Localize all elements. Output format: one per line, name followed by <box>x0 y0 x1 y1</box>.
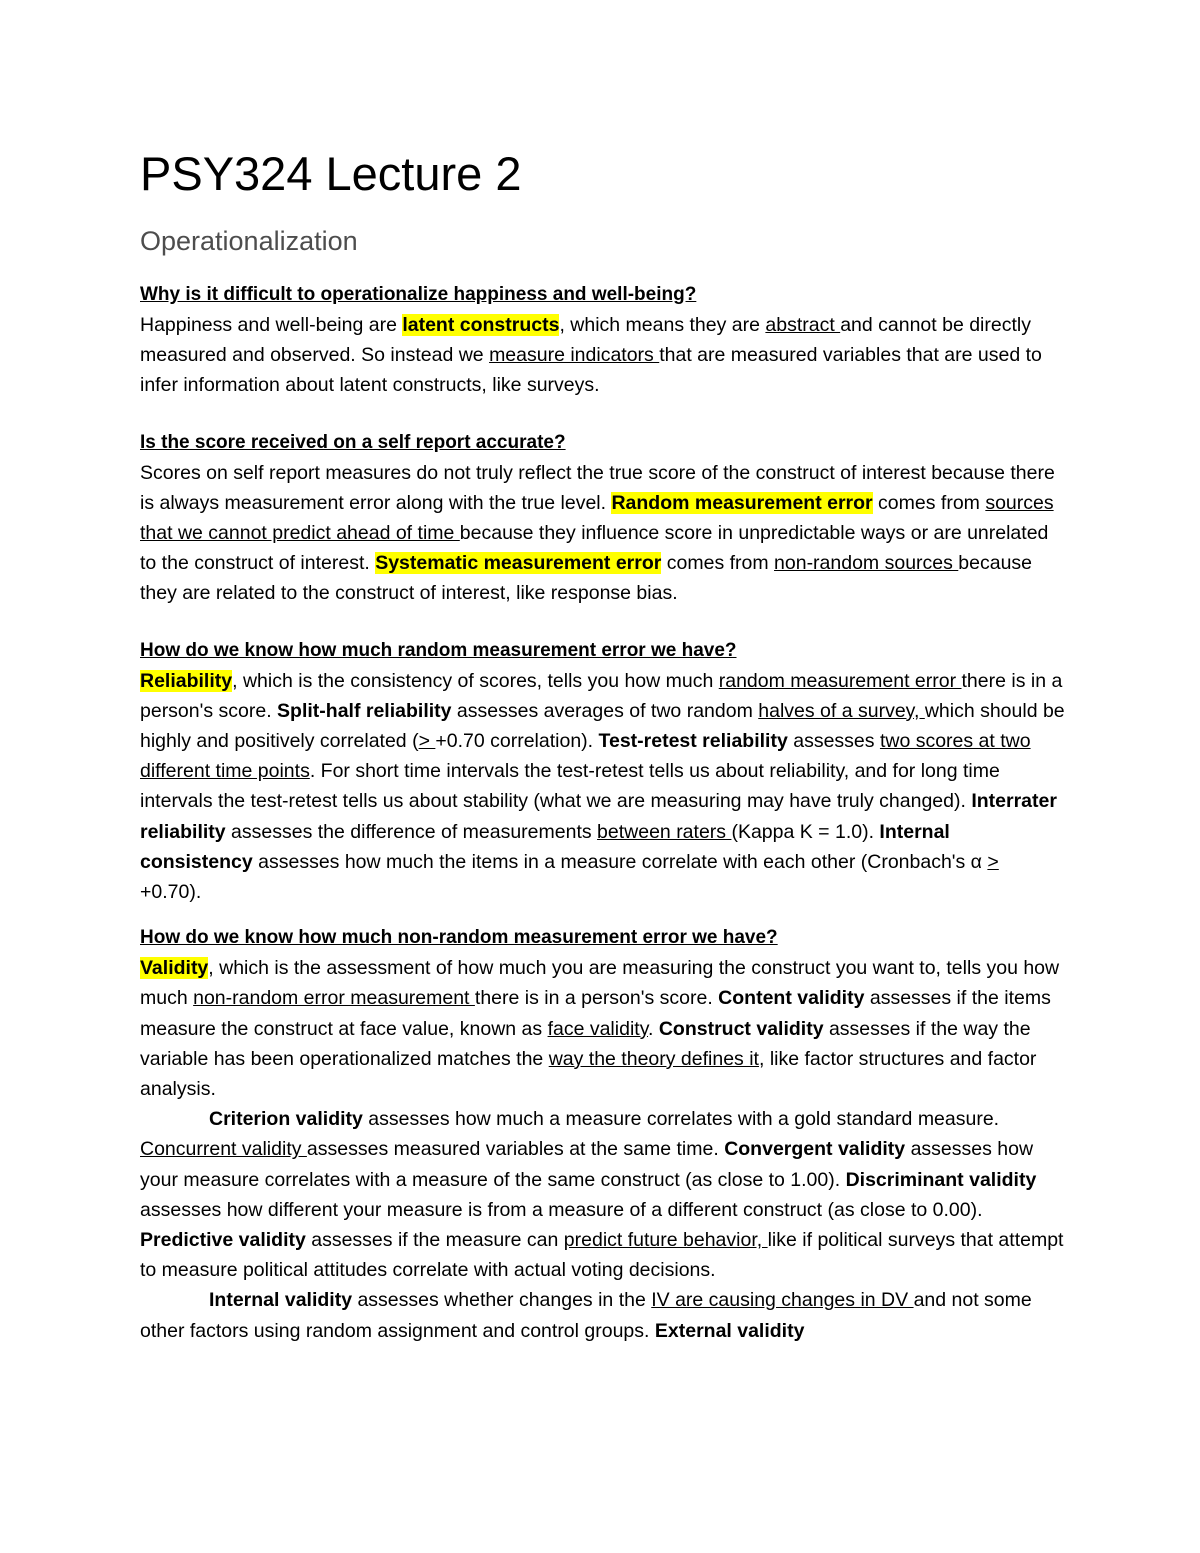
underlined-text: two scores at two different time points <box>140 730 1031 783</box>
underlined-text: > <box>418 730 436 753</box>
text-run: and not some other factors using random assignment and control groups. <box>140 1289 1032 1342</box>
underlined-text: way the theory defines it <box>548 1047 759 1070</box>
bold-term: Criterion validity <box>209 1108 363 1131</box>
question-heading: Is the score received on a self report accurate? <box>140 431 566 453</box>
bold-term: Convergent validity <box>724 1138 906 1161</box>
question-heading: Why is it difficult to operationalize happiness and well-being? <box>140 284 697 305</box>
text-run: , which is the assessment of how much you are measuring the construct you want to, tells you how much <box>140 957 1060 1010</box>
text-run: comes from <box>872 491 986 514</box>
underlined-text: non-random sources <box>774 552 959 575</box>
highlighted-term: latent constructs <box>402 314 560 336</box>
underlined-text: sources that we cannot predict ahead of time <box>140 491 1054 545</box>
bold-term: Internal validity <box>209 1289 353 1312</box>
bold-term: Predictive validity <box>140 1229 306 1252</box>
bold-term: Content validity <box>718 987 865 1010</box>
highlighted-term: Reliability <box>140 669 233 692</box>
text-run: assesses <box>787 730 880 753</box>
paragraph <box>140 1104 1065 1285</box>
underlined-text: measure indicators <box>489 344 660 367</box>
text-run: assesses if the measure can <box>305 1229 564 1252</box>
text-run: that are measured variables that are used to infer information about latent constructs, like surveys. <box>140 344 1042 397</box>
text-run: because they are related to the construct of interest, like response bias. <box>140 552 1033 605</box>
text-run: assesses how different your measure is from a measure of a different construct (as close to 0.00). <box>140 1198 983 1221</box>
underlined-text: abstract <box>765 314 841 336</box>
text-run: , which means they are <box>559 314 766 336</box>
text-run: +0.70). <box>140 881 202 904</box>
text-run: assesses the difference of measurements <box>225 820 598 843</box>
text-run: there is in a person's score. <box>474 987 719 1010</box>
text-run: . <box>648 1017 659 1040</box>
bold-term: Construct validity <box>658 1017 824 1040</box>
text-run: assesses whether changes in the <box>352 1289 652 1312</box>
highlighted-term: Random measurement error <box>611 491 873 514</box>
page-subtitle: Operationalization <box>140 226 358 256</box>
text-run: assesses if the way the variable has been operationalized matches the <box>140 1017 1031 1070</box>
underlined-text: face validity <box>547 1017 648 1040</box>
text-run: assesses how much a measure correlates with a gold standard measure. <box>362 1108 1000 1131</box>
text-run: , like factor structures and factor analysis. <box>140 1047 1037 1101</box>
text-run: assesses how your measure correlates with a measure of the same construct (as close to 1.00). <box>140 1138 1034 1191</box>
text-run: because they influence score in unpredictable ways or are unrelated to the construct of interest. <box>140 522 1049 575</box>
underlined-text: Concurrent validity <box>140 1138 307 1161</box>
text-run: which should be highly and positively correlated ( <box>140 699 1065 753</box>
text-run: there is in a person's score. <box>140 669 1063 722</box>
paragraph <box>140 310 1065 401</box>
paragraph <box>140 953 1065 1104</box>
underlined-text: halves of a survey, <box>758 699 925 722</box>
text-run: (Kappa K = 1.0). <box>731 820 880 843</box>
document-page <box>140 140 1065 1346</box>
underlined-text: non-random error measurement <box>193 987 475 1010</box>
bold-term: Split-half reliability <box>277 699 452 722</box>
question-heading: How do we know how much non-random measurement error we have? <box>140 927 778 949</box>
text-run: assesses if the items measure the construct at face value, known as <box>140 987 1051 1040</box>
text-run: Happiness and well-being are <box>140 314 403 336</box>
page-title: PSY324 Lecture 2 <box>140 147 522 200</box>
bold-term: Test-retest reliability <box>598 730 788 753</box>
bold-term: External validity <box>654 1319 805 1342</box>
highlighted-term: Validity <box>140 957 209 980</box>
text-run: , which is the consistency of scores, tells you how much <box>232 669 719 692</box>
underlined-text: > <box>987 850 999 873</box>
text-run: +0.70 correlation). <box>435 730 599 753</box>
paragraph <box>140 1285 1065 1345</box>
underlined-text: IV are causing changes in DV <box>651 1289 914 1312</box>
underlined-text: between raters <box>597 820 732 843</box>
text-run: like if political surveys that attempt to measure political attitudes correlate with actual voting decisions. <box>140 1229 1064 1282</box>
question-heading: How do we know how much random measurement error we have? <box>140 639 737 661</box>
bold-term: Internal consistency <box>140 820 950 873</box>
text-run: comes from <box>661 552 775 575</box>
text-run: Scores on self report measures do not truly reflect the true score of the construct of interest because there is always measurement error along with the true level. <box>140 461 1055 514</box>
underlined-text: random measurement error <box>718 669 962 692</box>
text-run: and cannot be directly measured and observed. So instead we <box>140 314 1031 367</box>
underlined-text: predict future behavior, <box>563 1229 768 1252</box>
highlighted-term: Systematic measurement error <box>375 552 662 575</box>
text-run: . For short time intervals the test-retest tells us about reliability, and for long time intervals the test-retest tells us about stability (what we are measuring may have truly changed). <box>140 760 1000 813</box>
bold-term: Discriminant validity <box>845 1168 1037 1191</box>
text-run: assesses averages of two random <box>451 699 759 722</box>
text-run: assesses measured variables at the same time. <box>306 1138 725 1161</box>
bold-term: Interrater reliability <box>140 790 1057 843</box>
paragraph <box>140 458 1065 609</box>
text-run: assesses how much the items in a measure correlate with each other (Cronbach's α <box>252 850 988 873</box>
paragraph <box>140 666 1065 908</box>
